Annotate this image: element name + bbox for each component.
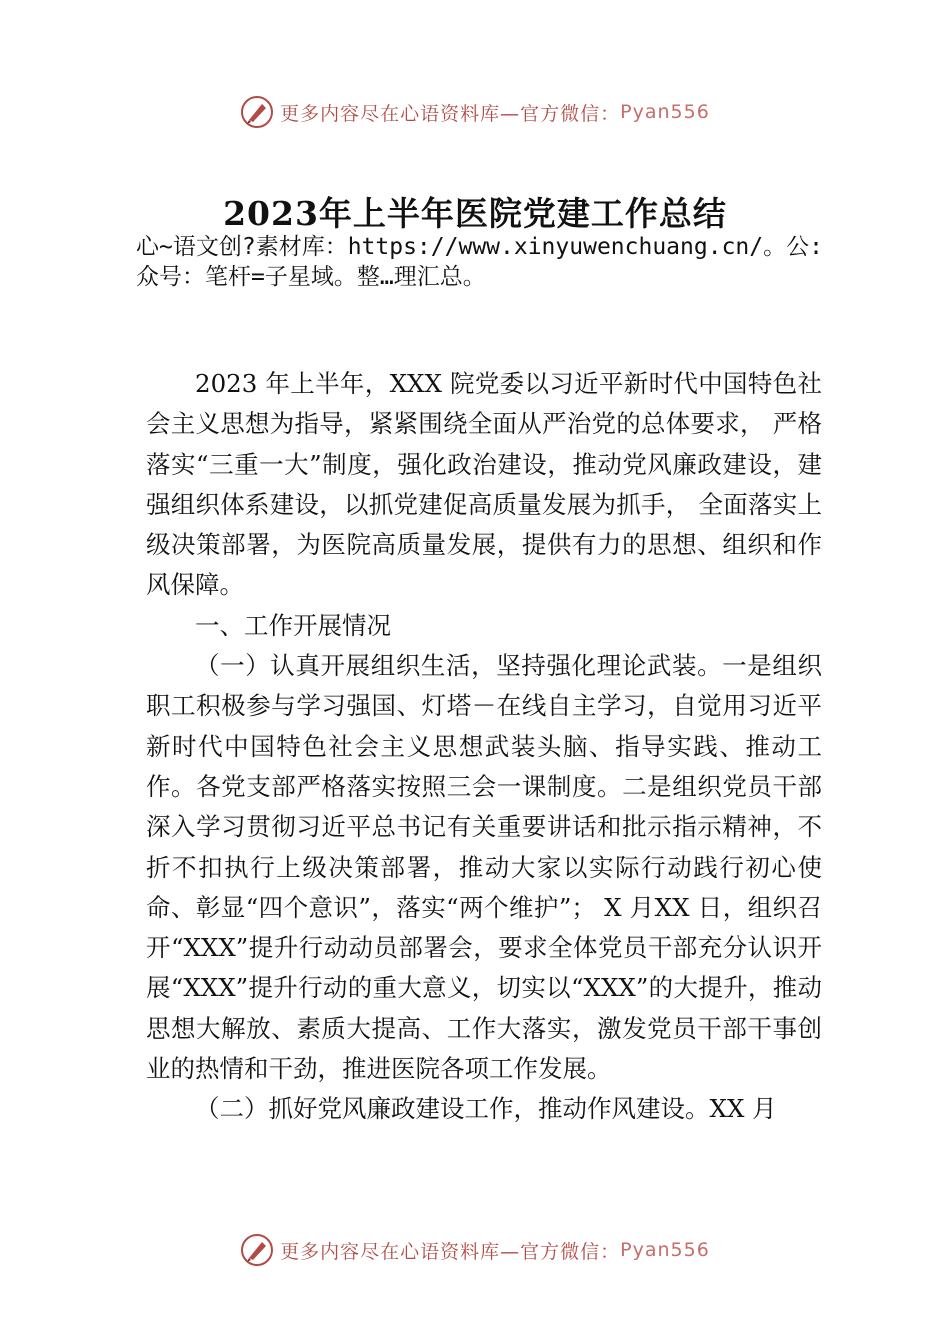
- wechat-id: Pyan556: [620, 1239, 710, 1261]
- document-title: 2023年上半年医院党建工作总结: [223, 194, 727, 233]
- banner-text: 更多内容尽在心语资料库—官方微信：: [280, 1240, 621, 1263]
- source-note: 心~语文创?素材库：https://www.xinyuwenchuang.cn/。公:众号：笔杆=子星域。整…理汇总。: [136, 234, 823, 290]
- footer-watermark-banner: [0, 1233, 950, 1267]
- body-paragraph: （二）抓好党风廉政建设工作，推动作风建设。XX 月: [195, 1094, 777, 1124]
- body-paragraph: （一）认真开展组织生活，坚持强化理论武装。一是组织职工积极参与学习强国、灯塔－在线自主学习，自觉用习近平新时代中国特色社会主义思想武装头脑、指导实践、推动工作。各党支部严格落实按照三会一课制度。二是组织党员干部深入学习贯彻习近平总书记有关重要讲话和批示指示精神，不折不扣执行上级决策部署，推动大家以实际行动践行初心使命、彰显“四个意识”，落实“两个维护”； X 月XX 日，组织召开“XXX”提升行动动员部署会，要求全体党员干部充分认识开展“XXX”提升行动的重大意义，切实以“XXX”的大提升，推动思想大解放、素质大提高、工作大落实，激发党员干部干事创业的热情和干劲，推进医院各项工作发展。: [146, 651, 822, 1084]
- header-watermark-banner: [0, 95, 950, 129]
- pen-logo-icon: [240, 95, 274, 129]
- document-body: [146, 364, 822, 1130]
- section-heading: 一、工作开展情况: [195, 610, 391, 640]
- banner-text: 更多内容尽在心语资料库—官方微信：: [280, 102, 621, 125]
- wechat-id: Pyan556: [620, 101, 710, 123]
- pen-logo-icon: [240, 1233, 274, 1267]
- intro-paragraph: 2023 年上半年，XXX 院党委以习近平新时代中国特色社会主义思想为指导，紧紧围绕全面从严治党的总体要求， 严格落实“三重一大”制度，强化政治建设，推动党风廉政建设，建强组织体系建设，以抓党建促高质量发展为抓手， 全面落实上级决策部署，为医院高质量发展，提供有力的思想、组织和作风保障。: [146, 369, 822, 600]
